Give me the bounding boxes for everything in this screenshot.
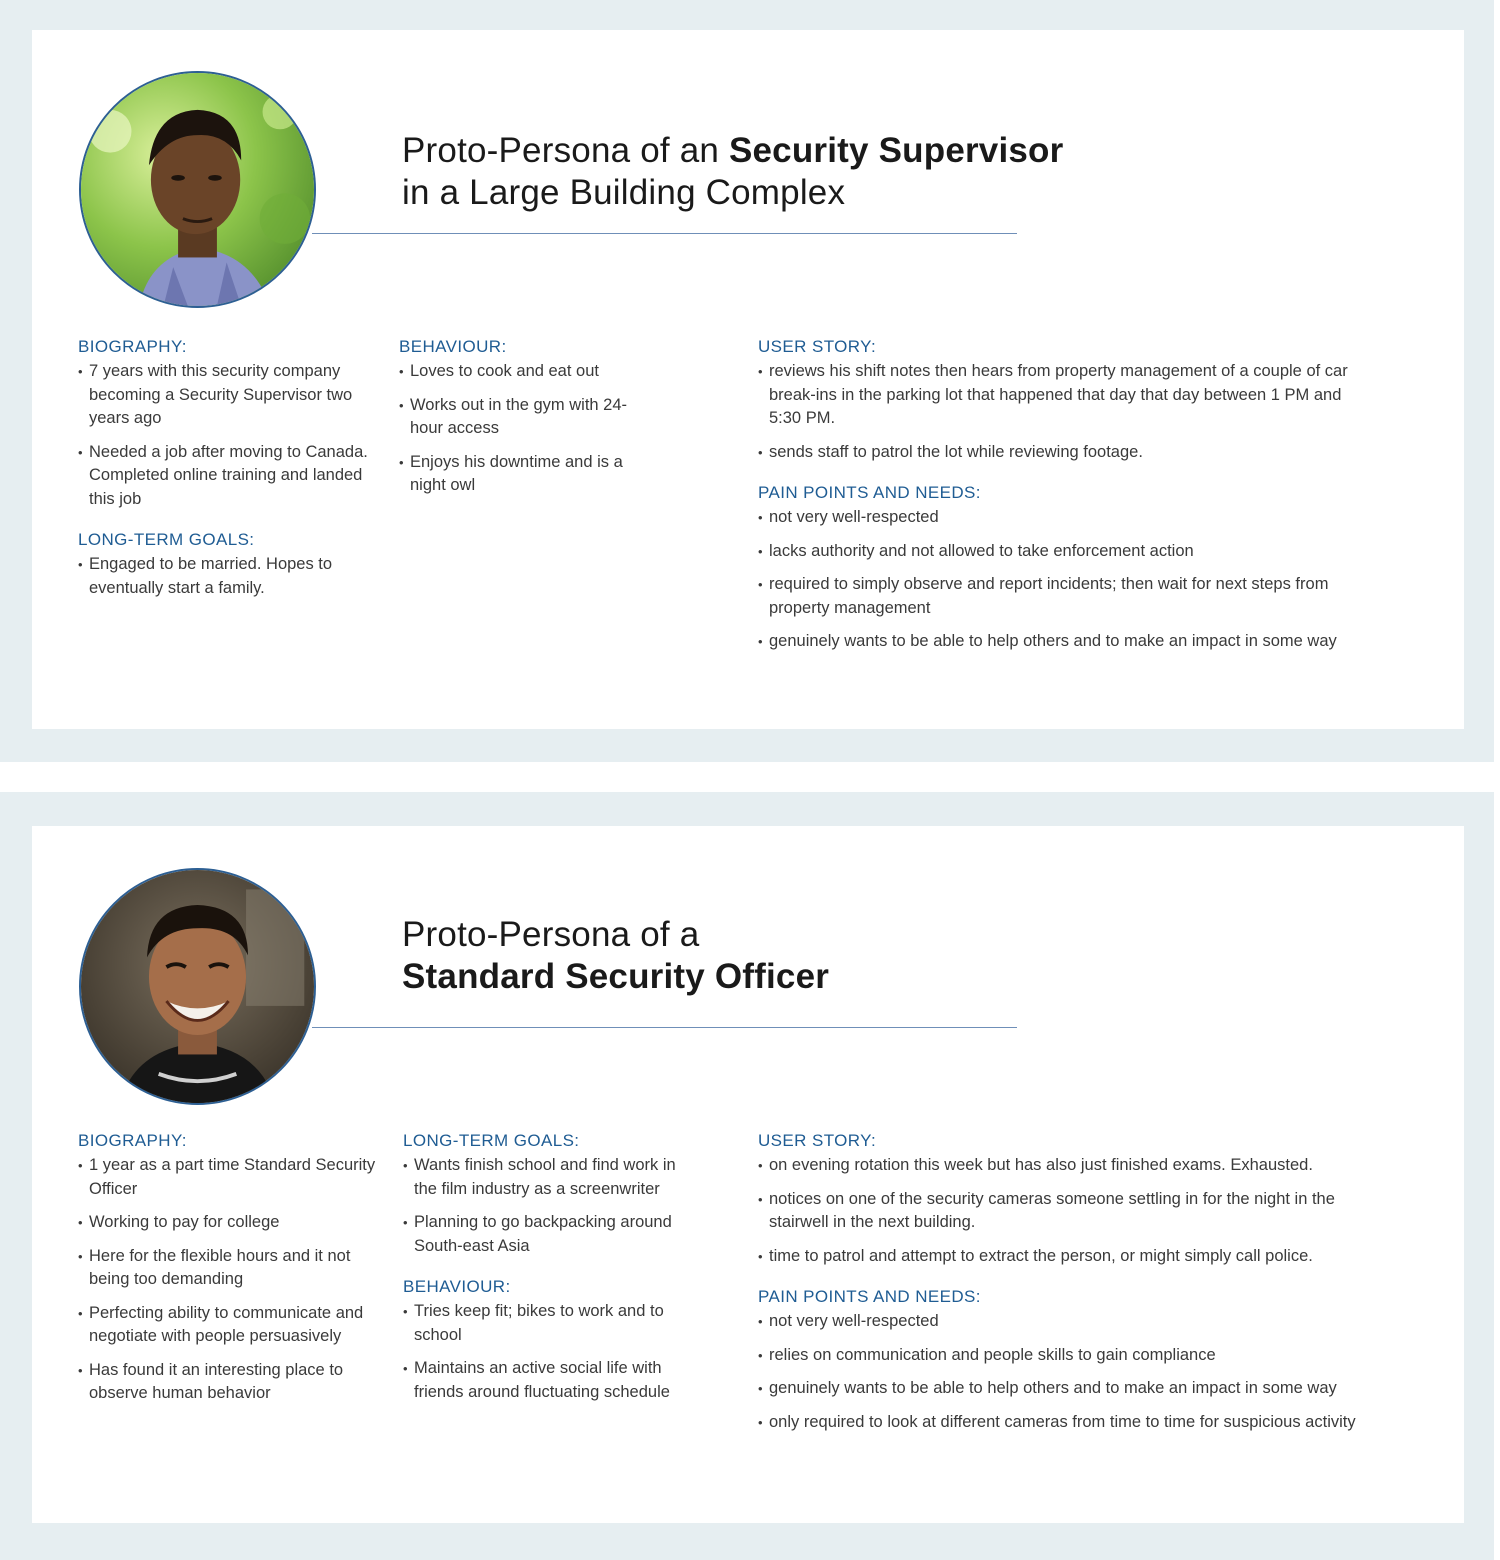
pain-points-list: [758, 1310, 1398, 1434]
persona-card-security-supervisor: [32, 30, 1464, 729]
list-item: • 1 year as a part time Standard Security Officer: [78, 1154, 378, 1201]
list-item: • notices on one of the security cameras someone settling in for the night in the stairwell in the next building.: [758, 1188, 1398, 1235]
column-user-story: [758, 1130, 1398, 1444]
list-item: • Works out in the gym with 24-hour access: [399, 394, 639, 441]
goals-list: [78, 553, 368, 600]
behaviour-list: [403, 1300, 693, 1404]
title-light: Proto-Persona of an: [402, 131, 729, 170]
pain-points-list: [758, 506, 1358, 654]
list-item: • Here for the flexible hours and it not being too demanding: [78, 1245, 378, 1292]
list-item: • not very well-respected: [758, 506, 1358, 530]
title-divider: [312, 1027, 1017, 1028]
persona-title: [402, 914, 829, 998]
portrait-image: [81, 73, 314, 306]
list-item: • required to simply observe and report incidents; then wait for next steps from property management: [758, 573, 1358, 620]
list-item: • Perfecting ability to communicate and negotiate with people persuasively: [78, 1302, 378, 1349]
column-biography: [78, 336, 368, 610]
behaviour-heading: BEHAVIOUR:: [399, 337, 507, 356]
title-bold: Security Supervisor: [728, 131, 1064, 170]
behaviour-heading: BEHAVIOUR:: [403, 1277, 511, 1296]
list-item: • Loves to cook and eat out: [399, 360, 639, 384]
biography-list: [78, 360, 368, 511]
goals-heading: LONG-TERM GOALS:: [78, 530, 255, 549]
title-bold: Standard Security Officer: [402, 957, 830, 996]
list-item: • Tries keep fit; bikes to work and to school: [403, 1300, 693, 1347]
pain-points-heading: PAIN POINTS AND NEEDS:: [758, 1287, 981, 1306]
goals-list: [403, 1154, 693, 1258]
list-item: • Planning to go backpacking around South-east Asia: [403, 1211, 693, 1258]
list-item: • on evening rotation this week but has also just finished exams. Exhausted.: [758, 1154, 1398, 1178]
user-story-heading: USER STORY:: [758, 337, 877, 356]
biography-list: [78, 1154, 378, 1406]
column-biography: [78, 1130, 378, 1416]
user-story-list: [758, 360, 1358, 464]
persona-title: [402, 130, 1063, 214]
list-item: • 7 years with this security company becoming a Security Supervisor two years ago: [78, 360, 368, 431]
list-item: • only required to look at different cameras from time to time for suspicious activity: [758, 1411, 1398, 1435]
list-item: • relies on communication and people skills to gain compliance: [758, 1344, 1398, 1368]
column-user-story: [758, 336, 1358, 664]
list-item: • reviews his shift notes then hears from property management of a couple of car break-ins in the parking lot that happened that day that day between 1 PM and 5:30 PM.: [758, 360, 1358, 431]
goals-heading: LONG-TERM GOALS:: [403, 1131, 580, 1150]
list-item: • not very well-respected: [758, 1310, 1398, 1334]
column-goals-behaviour: [403, 1130, 693, 1414]
persona-card-standard-officer: [32, 826, 1464, 1523]
list-item: • lacks authority and not allowed to take enforcement action: [758, 540, 1358, 564]
list-item: • sends staff to patrol the lot while reviewing footage.: [758, 441, 1358, 465]
list-item: • Enjoys his downtime and is a night owl: [399, 451, 639, 498]
list-item: • Has found it an interesting place to observe human behavior: [78, 1359, 378, 1406]
column-behaviour: [399, 336, 639, 508]
title-line2: in a Large Building Complex: [402, 173, 846, 212]
persona-photo-supervisor: [79, 71, 316, 308]
behaviour-list: [399, 360, 639, 498]
title-light: Proto-Persona of a: [402, 915, 700, 954]
pain-points-heading: PAIN POINTS AND NEEDS:: [758, 483, 981, 502]
list-item: • genuinely wants to be able to help others and to make an impact in some way: [758, 1377, 1398, 1401]
list-item: • time to patrol and attempt to extract the person, or might simply call police.: [758, 1245, 1398, 1269]
list-item: • Maintains an active social life with friends around fluctuating schedule: [403, 1357, 693, 1404]
persona-photo-officer: [79, 868, 316, 1105]
title-divider: [312, 233, 1017, 234]
biography-heading: BIOGRAPHY:: [78, 337, 187, 356]
list-item: • genuinely wants to be able to help others and to make an impact in some way: [758, 630, 1358, 654]
biography-heading: BIOGRAPHY:: [78, 1131, 187, 1150]
user-story-heading: USER STORY:: [758, 1131, 877, 1150]
portrait-image: [81, 870, 314, 1103]
list-item: • Needed a job after moving to Canada. Completed online training and landed this job: [78, 441, 368, 512]
user-story-list: [758, 1154, 1398, 1268]
list-item: • Engaged to be married. Hopes to eventually start a family.: [78, 553, 368, 600]
list-item: • Wants finish school and find work in the film industry as a screenwriter: [403, 1154, 693, 1201]
list-item: • Working to pay for college: [78, 1211, 378, 1235]
